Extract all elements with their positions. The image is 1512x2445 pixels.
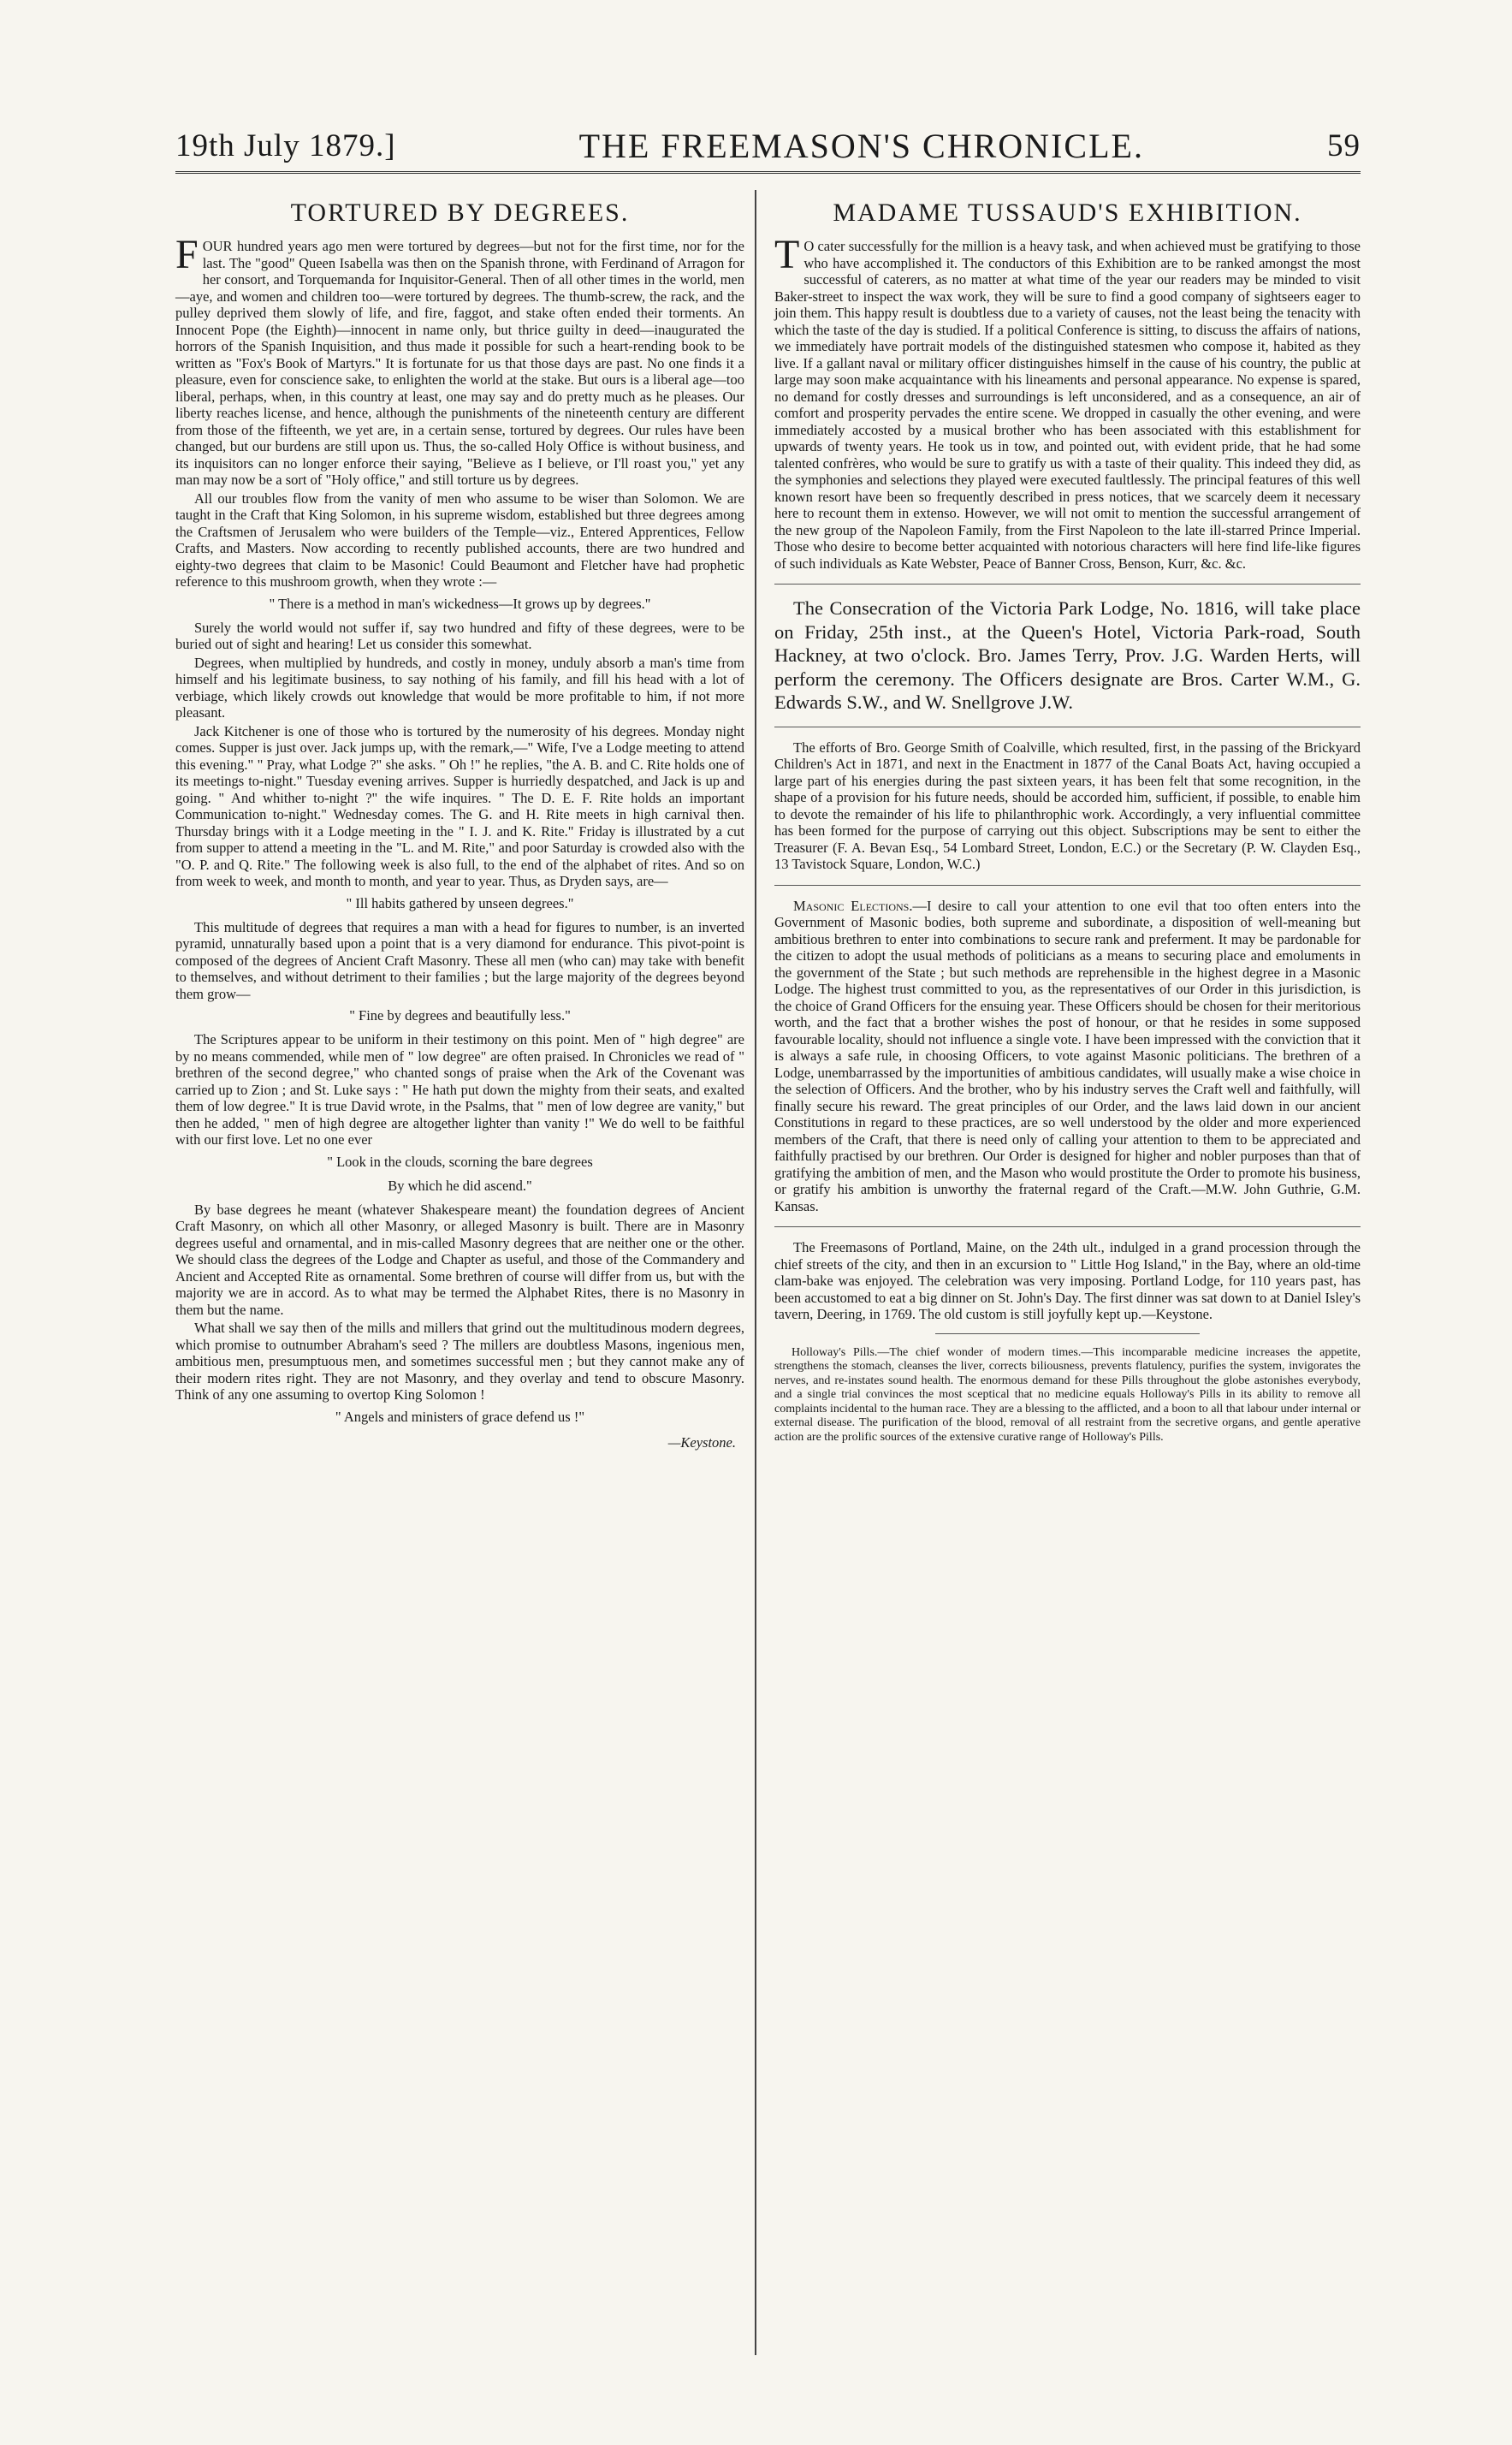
quotation: " Ill habits gathered by unseen degrees." (346, 894, 574, 911)
quotation: " Look in the clouds, scorning the bare degrees (327, 1153, 593, 1170)
article-paragraph: This multitude of degrees that requires a man with a head for figures to number, is an inverted pyramid, unnaturally based upon a point that is a very diamond for endurance. This pivot-point is composed of the degrees of Ancient Craft Masonry. These all men (who can) may take with benefit to themselves, and without detriment to their families ; but the large majority of the degrees beyond them grow— (175, 918, 744, 1002)
section-rule (935, 1333, 1199, 1334)
article-paragraph: What shall we say then of the mills and millers that grind out the multitudinous modern degrees, which promise to outnumber Abraham's seed ? The millers are doubtless Masons, ingenious men, ambitious men, presumptuous men, and sometimes successful men ; but they cannot make any of their modern rites right. They are not Masonry, and they overlay and tend to obscure Masonry. Think of any one assuming to overtop King Solomon ! (175, 1320, 744, 1403)
paragraph-lead: Masonic Elections. (793, 897, 913, 914)
article-paragraph: FOUR hundred years ago men were tortured by degrees—but not for the first time, nor for the last. The "good" Queen Isabella was then on the Spanish throne, with Ferdinand of Arragon for her consort, and Torquemanda for Inquisitor-General. Then of all other times in the world, men—aye, and women and children too—were tortured by degrees. The thumb-screw, the rack, and the pulley deprived them slowly of life, and fire, faggot, and stake often ended their torments. An Innocent Pope (the Eighth)—innocent in name only, but thrice guilty in deed—inaugurated the horrors of the Spanish Inquisition, and thus made it possible for such a heart-rending book to be written as "Fox's Book of Martyrs." It is fortunate for us that those days are past. No one finds it a pleasure, even for conscience sake, to enlighten the world at the stake. But ours is a liberal age—too liberal, perhaps, when, in this country at least, one may say and do pretty much as he pleases. Our liberty reaches license, and hence, although the punishments of the nineteenth century are different from those of the fifteenth, we yet are, in a certain sense, tortured by degrees. Our rules have been changed, but our burdens are still upon us. Thus, the so-called Holy Office is without business, and its inquisitors can no longer enforce their saying, "Believe as I believe, or I'll roast you," yet any man may now be a sort of "Holy office," and still torture us by degrees. (175, 232, 744, 488)
article-signature: —Keystone. (667, 1433, 736, 1451)
article-paragraph: Jack Kitchener is one of those who is tortured by the numerosity of his degrees. Monday night comes. Supper is just over. Jack jumps up, with the remark,—" Wife, I've a Lodge meeting to attend this evening." " Pray, what Lodge ?" she asks. " Oh !" he replies, "the A. B. and C. Rite holds one of its meetings to-night." Tuesday evening arrives. Supper is hurriedly despatched, and Jack is up and going. " And whither to-night ?" the wife inquires. " The D. E. F. Rite holds an important Communication to-night." Wednesday comes. The G. and H. Rite meets in high carnival then. Thursday brings with it a Lodge meeting in the " I. J. and K. Rite." Friday is illustrated by a cut from supper to attend a meeting in the "L. and M. Rite," and poor Saturday is crowded also with the "O. P. and Q. Rite." The following week is also full, to the end of the alphabet of rites. And so on from week to week, and month to month, and year to year. Thus, as Dryden says, are— (175, 722, 744, 889)
column-divider (755, 190, 756, 2355)
article-heading-tortured: TORTURED BY DEGREES. (290, 199, 630, 227)
article-paragraph: Degrees, when multiplied by hundreds, and costly in money, unduly absorb a man's time from himself and his legitimate business, to say nothing of his family, and fill his head with a lot of verbiage, which likely crowds out knowledge that would be more profitable to him, if not more pleasant. (175, 654, 744, 721)
section-rule (774, 885, 1361, 886)
quotation: " Angels and ministers of grace defend us !" (335, 1408, 585, 1425)
article-paragraph: By base degrees he meant (whatever Shakespeare meant) the foundation degrees of Ancient Craft Masonry, on which all other Masonry, or alleged Masonry is built. There are in Masonry degrees useful and ornamental, and in mis-called Masonry degrees that are neither one or the other. We should class the degrees of the Lodge and Chapter as useful, and those of the Commandery and Ancient and Accepted Rite as ornamental. Some brethren of course will differ from us, but with the majority we are in accord. As to what may be termed the Alphabet Rites, there is no Masonry in them but the name. (175, 1201, 744, 1318)
masonic-elections-paragraph (774, 898, 1361, 1215)
quotation: " Fine by degrees and beautifully less." (349, 1007, 571, 1024)
article-paragraph: Surely the world would not suffer if, say two hundred and fifty of these degrees, were to be buried out of sight and hearing! Let us consider this somewhat. (175, 619, 744, 652)
quotation: By which he did ascend." (388, 1177, 532, 1194)
masthead (175, 120, 1361, 174)
lodge-consecration-notice: The Consecration of the Victoria Park Lodge, No. 1816, will take place on Friday, 25th inst., at the Queen's Hotel, Victoria Park-road, South Hackney, at two o'clock. Bro. James Terry, Prov. J.G. Warden Herts, will perform the ceremony. The Officers designate are Bros. Carter W.M., G. Edwards S.W., and W. Snellgrove J.W. (774, 597, 1361, 713)
article-paragraph: The Freemasons of Portland, Maine, on the 24th ult., indulged in a grand procession through the chief streets of the city, and then in an excursion to " Little Hog Island," in the Bay, where an old-time clam-bake was enjoyed. The celebration was very imposing. Portland Lodge, for 110 years past, has been accustomed to eat a big dinner on St. John's Day. The first dinner was sat down to at Daniel Isley's tavern, Deering, in 1769. The old custom is still joyfully kept up.—Keystone. (774, 1239, 1361, 1322)
section-rule (774, 584, 1361, 585)
article-paragraph: All our troubles flow from the vanity of men who assume to be wiser than Solomon. We are taught in the Craft that King Solomon, in his supreme wisdom, established but three degrees among the Craftsmen of Jerusalem who were builders of the Temple—viz., Entered Apprentices, Fellow Crafts, and Masters. Now according to recently published accounts, there are two hundred and eighty-two degrees that claim to be Masonic! Could Beaumont and Fletcher have had prophetic reference to this mushroom growth, when they wrote :— (175, 490, 744, 590)
publication-title: THE FREEMASON'S CHRONICLE. (578, 126, 1144, 165)
article-paragraph: The efforts of Bro. George Smith of Coalville, which resulted, first, in the passing of the Brickyard Children's Act in 1871, and next in the Enactment in 1877 of the Canal Boats Act, having occupied a large part of his energies during the past sixteen years, it has been felt that some recognition, in the shape of a provision for his future needs, should be accorded him, sufficient, if possible, to enable him to devote the remainder of his life to philanthrophic work. Accordingly, a very influential committee has been formed for the purpose of carrying out this object. Subscriptions may be sent to either the Treasurer (F. A. Bevan Esq., 54 Lombard Street, London, E.C.) or the Secretary (P. W. Clayden Esq., 13 Tavistock Square, London, W.C.) (774, 739, 1361, 872)
paragraph-body: —I desire to call your attention to one evil that too often enters into the Government of Masonic bodies, both supreme and subordinate, a disposition of well-meaning but ambitious brethren to enter into combinations to secure rank and preferment. It may be pardonable for the citizen to adopt the usual methods of politicians as a means to securing place and emoluments in the government of the State ; but such methods are reprehensible in the highest degree in a Masonic Lodge. The highest trust committed to you, as the representatives of our Order in this jurisdiction, is the choice of Grand Officers for the ensuing year. These Officers should be chosen for their meritorious worth, and the fact that a brother wishes the post of honour, or that he resides in some supposed favourable locality, should not influence a single vote. I have been impressed with the conviction that it is always a safe rule, in choosing Officers, to vote against Masonic politicians. The brethren of a Lodge, unembarrassed by the importunities of ambitious candidates, will usually make a wise choice in the selection of Officers. And the brother, who by his industry serves the Craft well and faithfully, will finally secure his reward. The great principles of our Order, and the laws laid down in our ancient Constitutions in regard to these practices, are so well understood by the older and more experienced members of the Craft, that there is need only of calling your attention to them to be appreciated and faithfully practised by our brethren. Our Order is designed for higher and nobler purposes than that of gratifying the ambition of men, and the Mason who would prostitute the Order to promote his business, or gratify his ambition is unworthy the fraternal regard of the Craft.—M.W. John Guthrie, G.M. Kansas. (774, 897, 1361, 1214)
quotation: " There is a method in man's wickedness—It grows up by degrees." (269, 595, 651, 612)
advertisement-holloway: Holloway's Pills.—The chief wonder of modern times.—This incomparable medicine increases the appetite, strengthens the stomach, cleanses the liver, corrects biliousness, prevents flatulency, purifies the system, invigorates the nerves, and re-instates sound health. The enormous demand for these Pills throughout the globe astonishes everybody, and a single trial convinces the most sceptical that no medicine equals Holloway's Pills in its ability to remove all complaints incidental to the human race. They are a blessing to the afflicted, and a boon to all that labour under internal or external disease. The purification of the blood, removal of all restraint from the secretive organs, and gentle aperative action are the prolific sources of the extensive curative range of Holloway's Pills. (774, 1345, 1361, 1444)
section-rule (774, 1226, 1361, 1227)
article-paragraph: The Scriptures appear to be uniform in their testimony on this point. Men of " high degree" are by no means commended, while men of " low degree" are often praised. In Chronicles we read of " brethren of the second degree," who chanted songs of praise when the Ark of the Covenant was carried up to Zion ; and St. Luke says : " He hath put down the mighty from their seats, and exalted them of low degree." It is true David wrote, in the Psalms, that " men of low degree are vanity," but then he added, " men of high degree are altogether lighter than vanity !" We do well to be faithful with our first love. Let no one ever (175, 1031, 744, 1148)
right-column (774, 190, 1361, 1457)
page-number: 59 (1326, 128, 1361, 163)
article-heading-tussaud: MADAME TUSSAUD'S EXHIBITION. (833, 199, 1302, 227)
article-paragraph: TO cater successfully for the million is a heavy task, and when achieved must be gratifying to those who have accomplished it. The conductors of this Exhibition are to be ranked amongst the most successful of caterers, as no matter at what time of the year our readers may be minded to visit Baker-street to inspect the wax work, they will be sure to find a good company of sightseers eager to join them. This happy result is doubtless due to a variety of causes, not the least being the tenacity with which the taste of the day is studied. If a political Conference is sitting, to discuss the affairs of nations, we immediately have portrait models of the distinguished statesmen who compose it, habited as they live. If a gallant naval or military officer distinguishes himself in the cause of his country, the public at large may soon make acquaintance with his lineaments and personal appearance. No expense is spared, no demand for costly dresses and surroundings is left unconsidered, and as a consequence, an air of comfort and prosperity pervades the entire scene. We dropped in casually the other evening, and were immediately accosted by a musical brother who has been associated with this establishment for upwards of twenty years. He took us in tow, and pointed out, with evident pride, that he had some talented confrères, who would be sure to gratify us with a taste of their quality. This indeed they did, as the symphonies and selections they played were executed faultlessly. The principal features of this well known resort have been so frequently described in press notices, that we scarcely deem it necessary here to recount them in extenso. However, we will not omit to mention the successful arrangement of the new group of the Napoleon Family, from the First Napoleon to the late ill-starred Prince Imperial. Those who desire to become better acquainted with notorious characters will here find life-like figures of such individuals as Kate Webster, Peace of Banner Cross, Benson, Kurr, &c. &c. (774, 232, 1361, 572)
left-column (175, 190, 744, 1451)
issue-date: 19th July 1879.] (175, 128, 396, 163)
